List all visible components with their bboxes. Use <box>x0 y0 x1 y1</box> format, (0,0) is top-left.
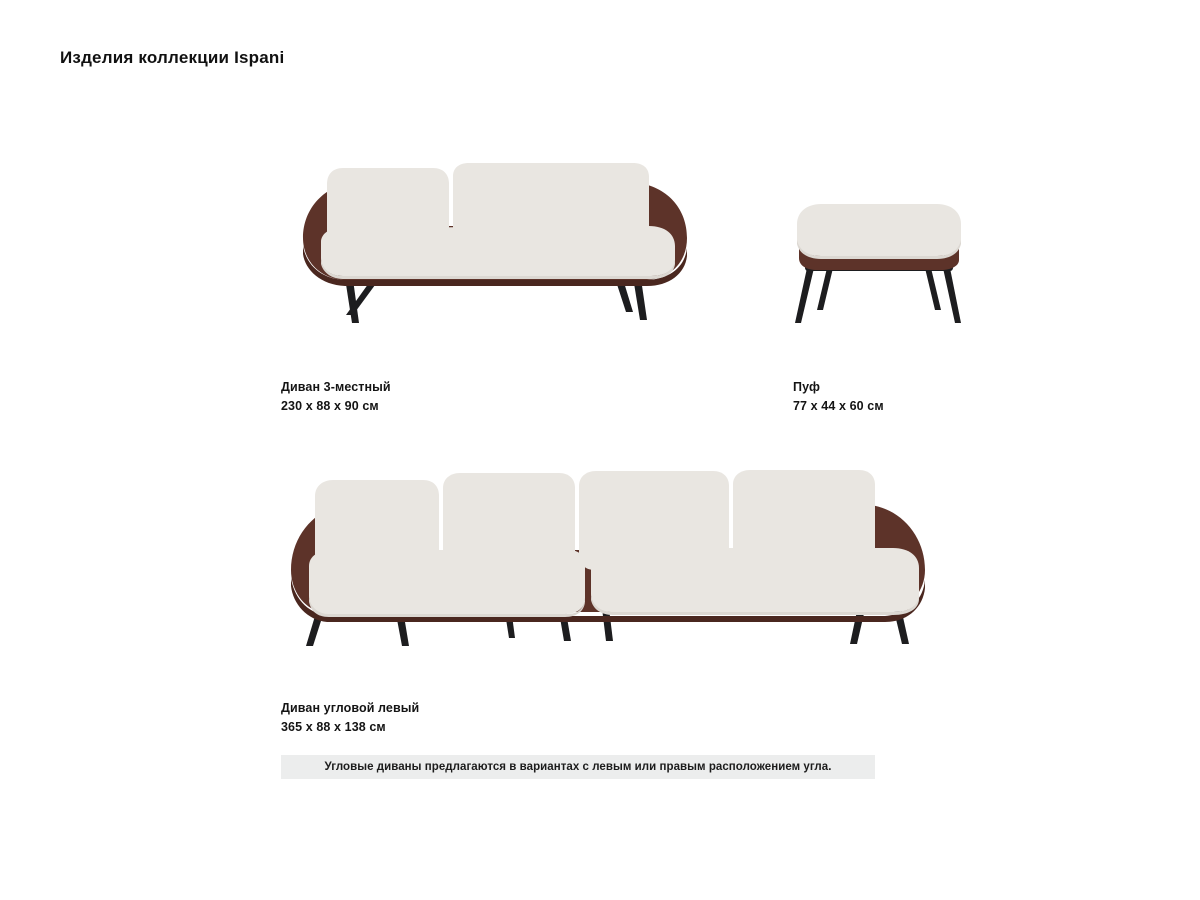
sofa-3-seat-caption: Диван 3-местный <box>281 380 391 394</box>
corner-sofa-left-dimensions: 365 x 88 x 138 см <box>281 720 386 735</box>
pouf-image <box>793 160 973 360</box>
pouf-caption: Пуф <box>793 380 821 394</box>
sofa-3-seat-image <box>281 160 711 360</box>
product-sofa-3-seat <box>281 160 711 417</box>
note-bar <box>281 755 875 779</box>
sofa-3-seat-dimensions: 230 x 88 x 90 см <box>281 399 379 414</box>
pouf-dimensions: 77 x 44 x 60 см <box>793 399 884 414</box>
corner-sofa-left-image <box>281 466 941 681</box>
note-text: Угловые диваны предлагаются в вариантах с левым или правым расположением угла. <box>324 761 832 773</box>
product-pouf <box>793 160 973 417</box>
corner-sofa-left-caption: Диван угловой левый <box>281 701 420 715</box>
product-corner-sofa-left <box>281 466 941 738</box>
page-title: Изделия коллекции Ispani <box>60 48 285 67</box>
